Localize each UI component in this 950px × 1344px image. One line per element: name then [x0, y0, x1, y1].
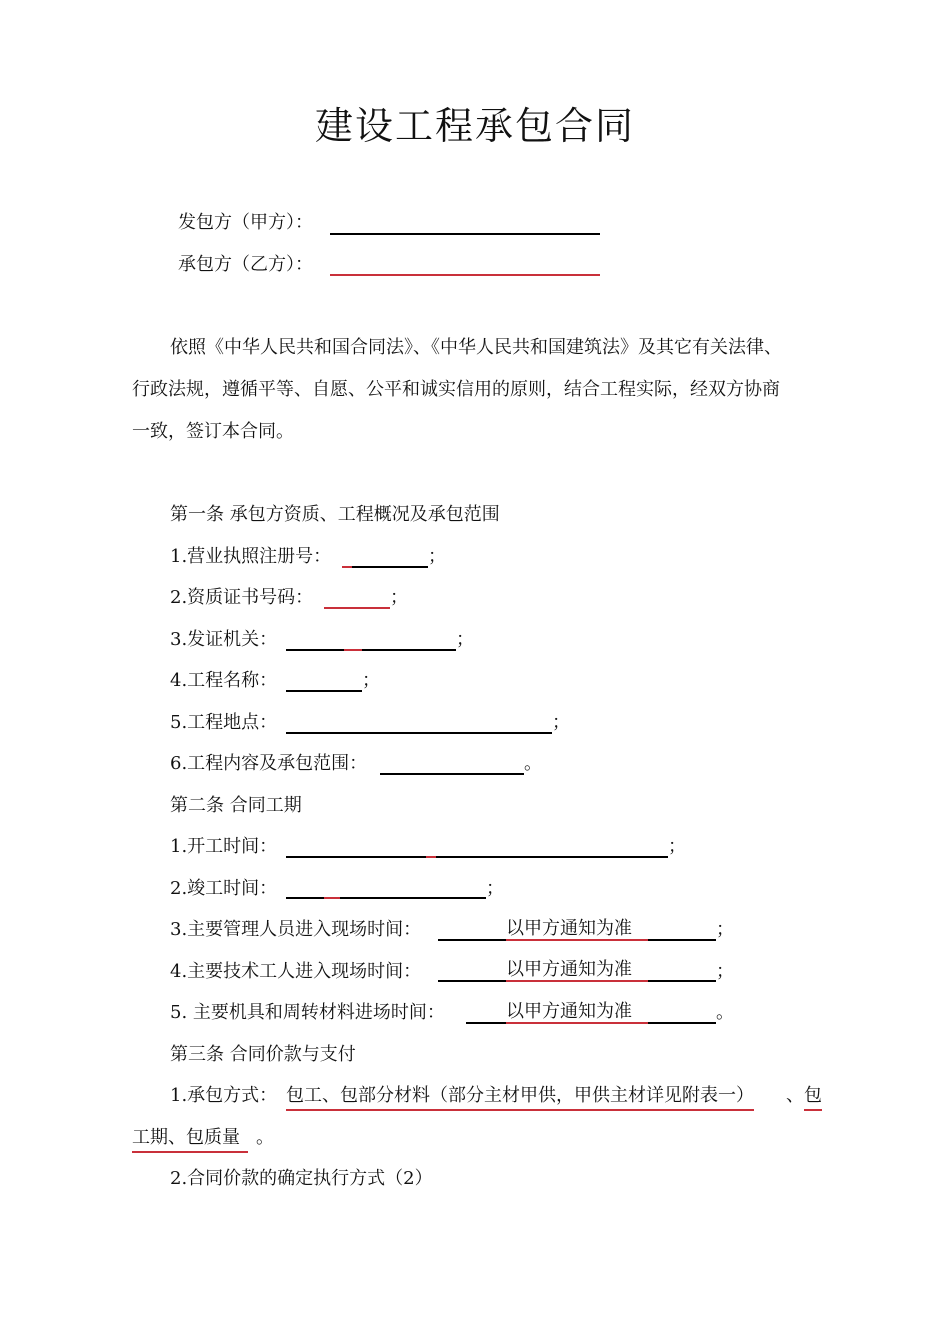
a2-item3-mark	[506, 939, 648, 941]
preamble-line-2: 行政法规，遵循平等、自愿、公平和诚实信用的原则，结合工程实际，经双方协商	[132, 379, 780, 400]
a1-item1-end: ；	[428, 546, 446, 567]
a2-item1-fill[interactable]	[286, 856, 668, 858]
preamble-line-3: 一致，签订本合同。	[132, 421, 294, 442]
a1-item6-label: 6.工程内容及承包范围：	[170, 753, 368, 774]
a2-item5-value: 以甲方通知为准	[506, 1001, 632, 1022]
a1-item4-fill[interactable]	[286, 690, 362, 692]
owner-fill-line[interactable]	[330, 233, 600, 235]
a2-item2-end: ；	[486, 878, 504, 899]
a2-item5-end: 。	[716, 1002, 734, 1023]
contractor-fill-line[interactable]	[330, 274, 600, 276]
a1-item5-fill[interactable]	[286, 732, 552, 734]
a2-item4-value: 以甲方通知为准	[506, 959, 632, 980]
a2-item4-label: 4.主要技术工人进入现场时间：	[170, 961, 422, 982]
a2-item5-label: 5. 主要机具和周转材料进场时间：	[170, 1002, 445, 1023]
a1-item2-fill[interactable]	[324, 607, 390, 609]
a1-item2-end: ；	[390, 587, 408, 608]
document-title: 建设工程承包合同	[314, 104, 635, 148]
a2-item2-mark	[324, 897, 340, 899]
a3-item2: 2.合同价款的确定执行方式（2）	[170, 1168, 433, 1189]
a2-item2-label: 2.竣工时间：	[170, 878, 278, 899]
a2-item1-end: ；	[668, 836, 686, 857]
a2-item1-mark	[426, 856, 436, 858]
a2-item4-end: ；	[716, 961, 734, 982]
a1-item5-label: 5.工程地点：	[170, 712, 278, 733]
article3-heading: 第三条 合同价款与支付	[170, 1044, 356, 1065]
a1-item3-label: 3.发证机关：	[170, 629, 278, 650]
a2-item5-mark	[506, 1022, 648, 1024]
a2-item3-end: ；	[716, 919, 734, 940]
a2-item3-value: 以甲方通知为准	[506, 918, 632, 939]
a3-item1-value-1-end: 包	[804, 1084, 822, 1111]
a1-item5-end: ；	[552, 712, 570, 733]
a1-item2-label: 2.资质证书号码：	[170, 587, 314, 608]
article1-heading: 第一条 承包方资质、工程概况及承包范围	[170, 504, 500, 525]
a1-item4-end: ；	[362, 670, 380, 691]
a1-item3-end: ；	[456, 629, 474, 650]
a3-item1-label: 1.承包方式：	[170, 1085, 278, 1106]
a1-item3-fill[interactable]	[286, 649, 456, 651]
a1-item6-end: 。	[524, 753, 542, 774]
a1-item1-mark	[342, 566, 352, 568]
a3-item1-sep: 、	[786, 1085, 804, 1106]
a1-item1-fill[interactable]	[342, 566, 428, 568]
a3-item1-end: 。	[256, 1127, 274, 1148]
a2-item3-label: 3.主要管理人员进入现场时间：	[170, 919, 422, 940]
a2-item1-label: 1.开工时间：	[170, 836, 278, 857]
preamble-line-1: 依照《中华人民共和国合同法》、《中华人民共和国建筑法》及其它有关法律、	[170, 337, 782, 358]
a1-item4-label: 4.工程名称：	[170, 670, 278, 691]
a1-item6-fill[interactable]	[380, 773, 524, 775]
a1-item3-mark	[344, 649, 362, 651]
a1-item1-label: 1.营业执照注册号：	[170, 546, 332, 567]
article2-heading: 第二条 合同工期	[170, 795, 302, 816]
a3-item1-value-1: 包工、包部分材料（部分主材甲供，甲供主材详见附表一）	[286, 1084, 754, 1111]
a2-item4-mark	[506, 980, 648, 982]
a3-item1-value-2: 工期、包质量	[132, 1126, 248, 1153]
contractor-label: 承包方（乙方）：	[178, 254, 313, 275]
a2-item2-fill[interactable]	[286, 897, 486, 899]
owner-label: 发包方（甲方）：	[178, 212, 313, 233]
